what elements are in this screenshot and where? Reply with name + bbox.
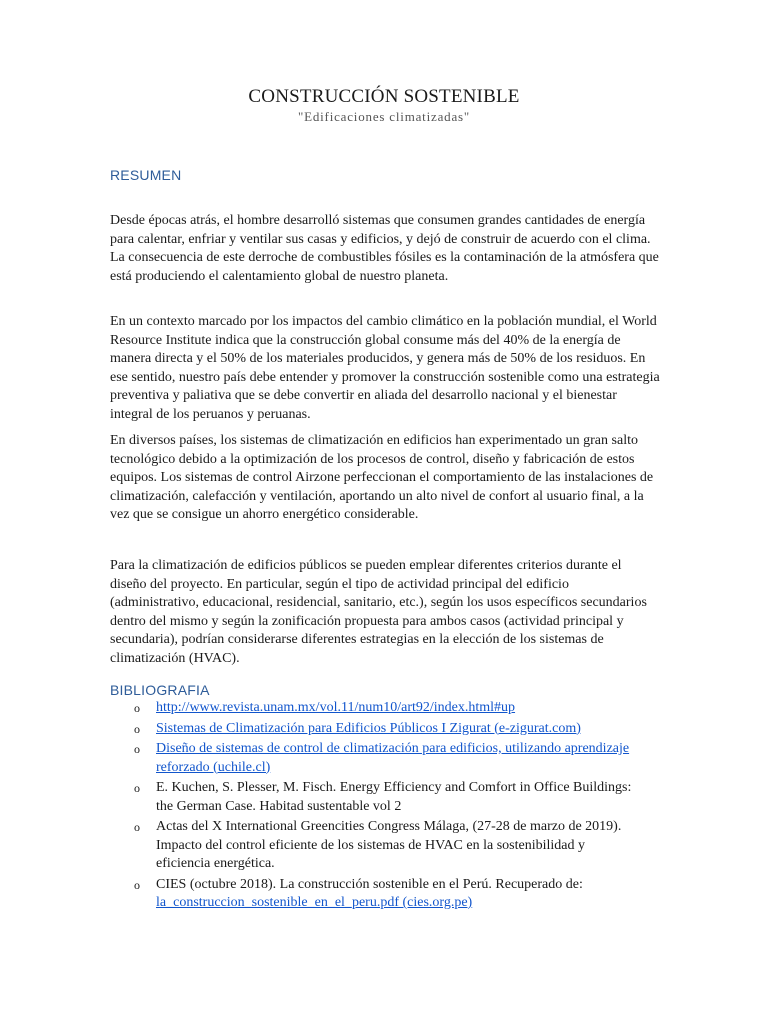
bullet-icon: o <box>134 721 140 736</box>
bibliography-text: Actas del X International Greencities Congress Málaga, (27-28 de marzo de 2019). Impacto del control eficiente de los sistemas de HVAC en la sostenibilidad y eficiencia energética. <box>156 819 622 871</box>
paragraph-3: En diversos países, los sistemas de climatización en edificios han experimentado un gran salto tecnológico debido a la optimización de los procesos de control, diseño y fabricación de estos equipos. Los sistemas de control Airzone perfeccionan el comportamiento de las instalaciones de climatización, calefacción y ventilación, aportando un alto nivel de confort al usuario final, a la vez que se consigue un ahorro energético considerable. <box>110 433 654 522</box>
bullet-icon: o <box>134 877 140 892</box>
bullet-icon: o <box>134 742 140 756</box>
bullet-icon: o <box>134 820 140 834</box>
bibliography-link[interactable]: Diseño de sistemas de control de climatización para edificios, utilizando aprendizaje reforzado (uchile.cl) <box>156 741 630 775</box>
bibliography-item <box>134 720 634 739</box>
bibliography-link[interactable]: http://www.revista.unam.mx/vol.11/num10/art92/index.html#up <box>156 700 516 715</box>
bibliography-item <box>134 876 634 913</box>
bibliography-text: E. Kuchen, S. Plesser, M. Fisch. Energy Efficiency and Comfort in Office Buildings: the German Case. Habitad sustentable vol 2 <box>156 780 632 814</box>
bibliography-link[interactable]: la_construccion_sostenible_en_el_peru.pdf (cies.org.pe) <box>156 895 473 910</box>
paragraph-1: Desde épocas atrás, el hombre desarrolló sistemas que consumen grandes cantidades de energía para calentar, enfriar y ventilar sus casas y edificios, y dejó de construir de acuerdo con el clima. La consecuencia de este derroche de combustibles fósiles es la contaminación de la atmósfera que está produciendo el calentamiento global de nuestro planeta. <box>110 213 659 284</box>
paragraph-4: Para la climatización de edificios públicos se pueden emplear diferentes criterios durante el diseño del proyecto. En particular, según el tipo de actividad principal del edificio (administrativo, educacional, residencial, sanitario, etc.), según los usos específicos secundarios dentro del mismo y según la zonificación propuesta para ambos casos (actividad principal y secundaria), podrían considerarse diferentes estrategias en la elección de los sistemas de climatización (HVAC). <box>110 558 647 666</box>
resumen-heading: RESUMEN <box>110 167 182 183</box>
bibliography-item <box>134 740 634 777</box>
paragraph-2: En un contexto marcado por los impactos del cambio climático en la población mundial, el World Resource Institute indica que la construcción global consume más del 40% de la energía de manera directa y el 50% de los materiales producidos, y genera más de 50% de los residuos. En ese sentido, nuestro país debe entender y promover la construcción sostenible como una estrategia preventiva y paliativa que se debe convertir en aliada del desarrollo nacional y el bienestar integral de los peruanos y peruanas. <box>110 314 660 422</box>
bibliography-item <box>134 779 634 816</box>
document-title: CONSTRUCCIÓN SOSTENIBLE <box>248 86 520 107</box>
bibliography-list <box>134 699 634 915</box>
bibliografia-heading: BIBLIOGRAFIA <box>110 682 210 698</box>
bibliography-item <box>134 818 634 874</box>
bibliography-text: CIES (octubre 2018). La construcción sostenible en el Perú. Recuperado de: <box>156 876 583 892</box>
bibliography-link[interactable]: Sistemas de Climatización para Edificios Públicos I Zigurat (e-zigurat.com) <box>156 720 581 736</box>
bullet-icon: o <box>134 781 140 795</box>
document-subtitle: "Edificaciones climatizadas" <box>298 109 470 124</box>
bullet-icon: o <box>134 701 140 715</box>
bibliography-item <box>134 699 634 718</box>
